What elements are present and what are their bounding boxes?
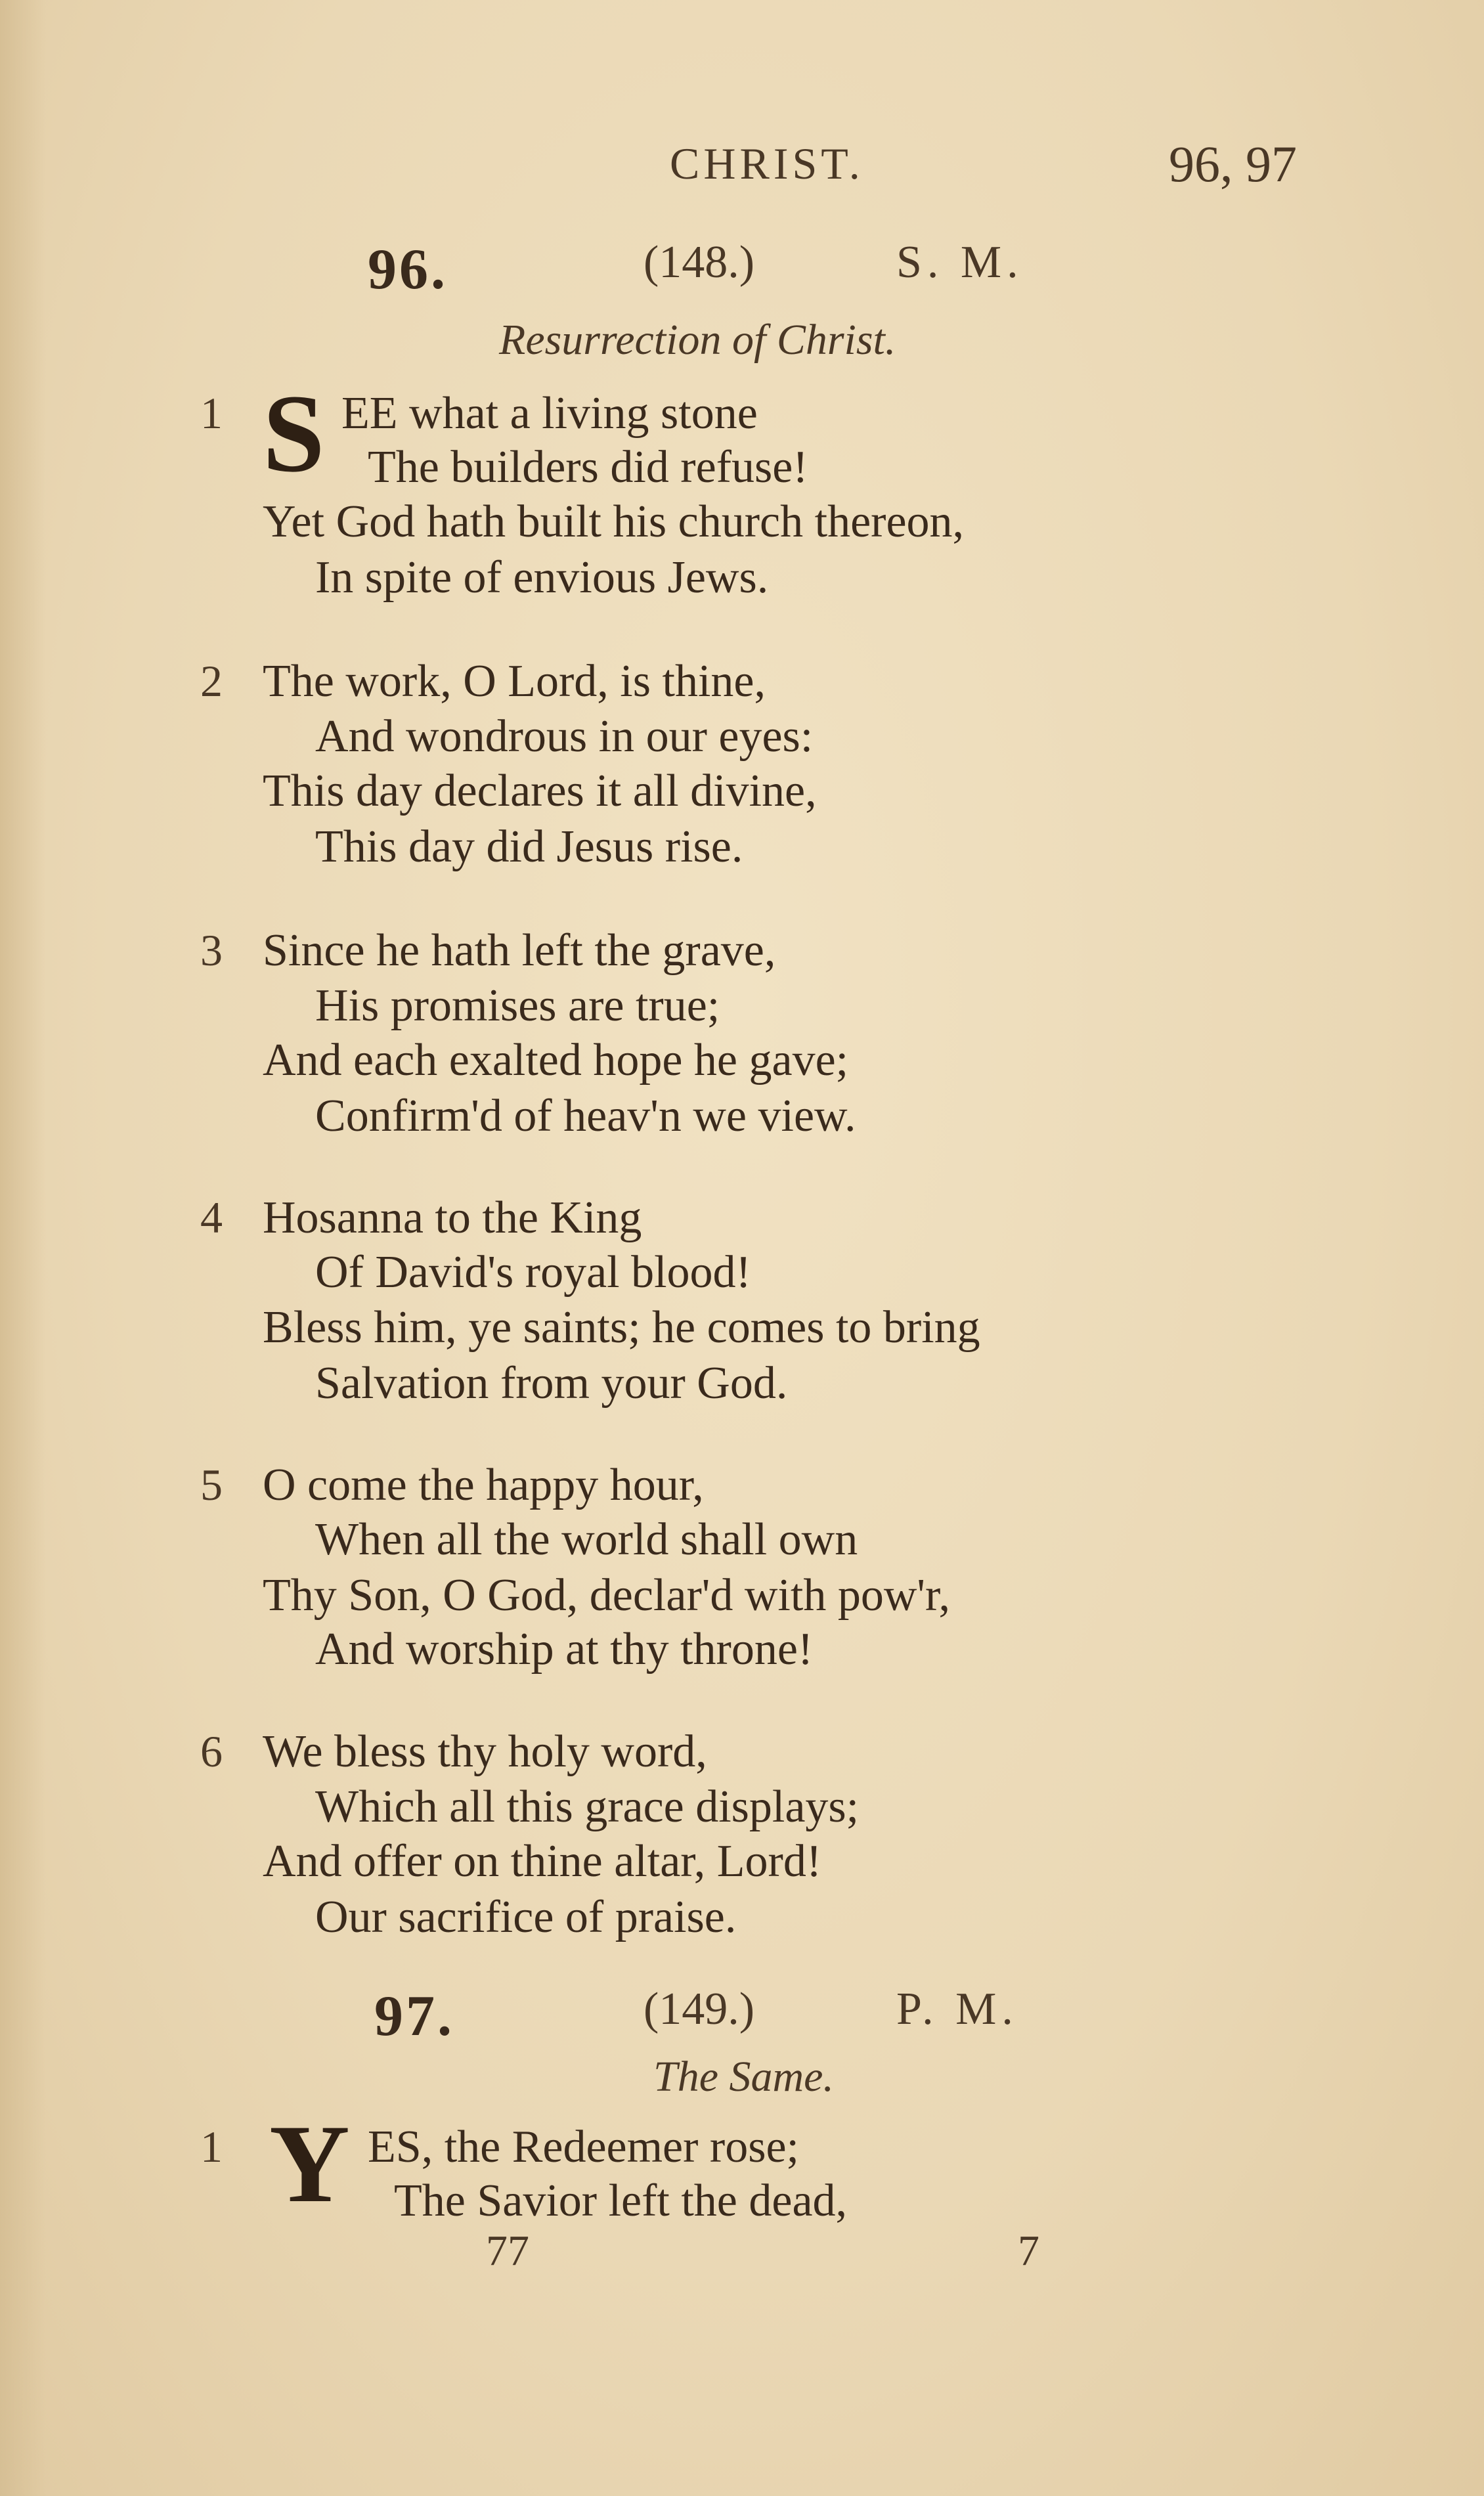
signature-number: 7: [1018, 2227, 1039, 2275]
hymn-meter: S. M.: [896, 237, 1024, 288]
verse-line: And worship at thy throne!: [315, 1624, 814, 1675]
hymn-meter: P. M.: [896, 1984, 1018, 2034]
verse-number: 6: [200, 1726, 223, 1776]
signature-mark: 77: [486, 2227, 529, 2275]
verse-line: When all the world shall own: [315, 1514, 858, 1565]
running-title: CHRIST.: [670, 139, 864, 188]
verse-number: 2: [200, 656, 223, 706]
verse-line: The builders did refuse!: [368, 442, 808, 493]
drop-cap: S: [263, 372, 325, 495]
verse-number: 5: [200, 1460, 223, 1510]
verse-line: Our sacrifice of praise.: [315, 1892, 737, 1942]
verse-line: Salvation from your God.: [315, 1358, 788, 1409]
hymn-title: The Same.: [653, 2053, 834, 2101]
hymn-heading: [0, 236, 1484, 302]
verse-line: And each exalted hope he gave;: [263, 1035, 849, 1085]
drop-cap: Y: [269, 2102, 350, 2225]
verse-number: 1: [200, 388, 223, 438]
verse-line: Thy Son, O God, declar'd with pow'r,: [263, 1570, 950, 1621]
verse-line: The work, O Lord, is thine,: [263, 656, 766, 707]
verse-line: Since he hath left the grave,: [263, 925, 776, 976]
verse-line: And offer on thine altar, Lord!: [263, 1836, 822, 1887]
page-numbers: 96, 97: [1169, 135, 1297, 192]
hymn-reference: (148.): [644, 237, 755, 288]
verse-line: EE what a living stone: [341, 388, 758, 439]
verse-line: Hosanna to the King: [263, 1193, 642, 1243]
verse-line: We bless thy holy word,: [263, 1726, 707, 1777]
verse-line: Of David's royal blood!: [315, 1247, 751, 1298]
hymn-title: Resurrection of Christ.: [499, 316, 896, 364]
verse-line: His promises are true;: [315, 980, 720, 1031]
hymn-number: 96.: [368, 238, 448, 301]
verse-line: ES, the Redeemer rose;: [368, 2122, 800, 2172]
verse-line: The Savior left the dead,: [394, 2176, 848, 2226]
page-edge-shadow: [0, 0, 46, 2496]
verse-number: 4: [200, 1193, 223, 1242]
hymn-heading: [0, 1983, 1484, 2049]
hymn-reference: (149.): [644, 1984, 755, 2034]
verse-line: Confirm'd of heav'n we view.: [315, 1091, 856, 1141]
verse-line: This day declares it all divine,: [263, 766, 817, 816]
verse-line: Yet God hath built his church thereon,: [263, 496, 965, 547]
verse-line: And wondrous in our eyes:: [315, 711, 814, 762]
hymn-number: 97.: [374, 1984, 454, 2048]
verse-line: This day did Jesus rise.: [315, 821, 743, 872]
verse-number: 1: [200, 2122, 223, 2172]
verse-line: Which all this grace displays;: [315, 1782, 860, 1832]
verse-line: O come the happy hour,: [263, 1460, 704, 1510]
verse-number: 3: [200, 925, 223, 975]
verse-line: In spite of envious Jews.: [315, 552, 769, 603]
verse-line: Bless him, ye saints; he comes to bring: [263, 1302, 980, 1353]
